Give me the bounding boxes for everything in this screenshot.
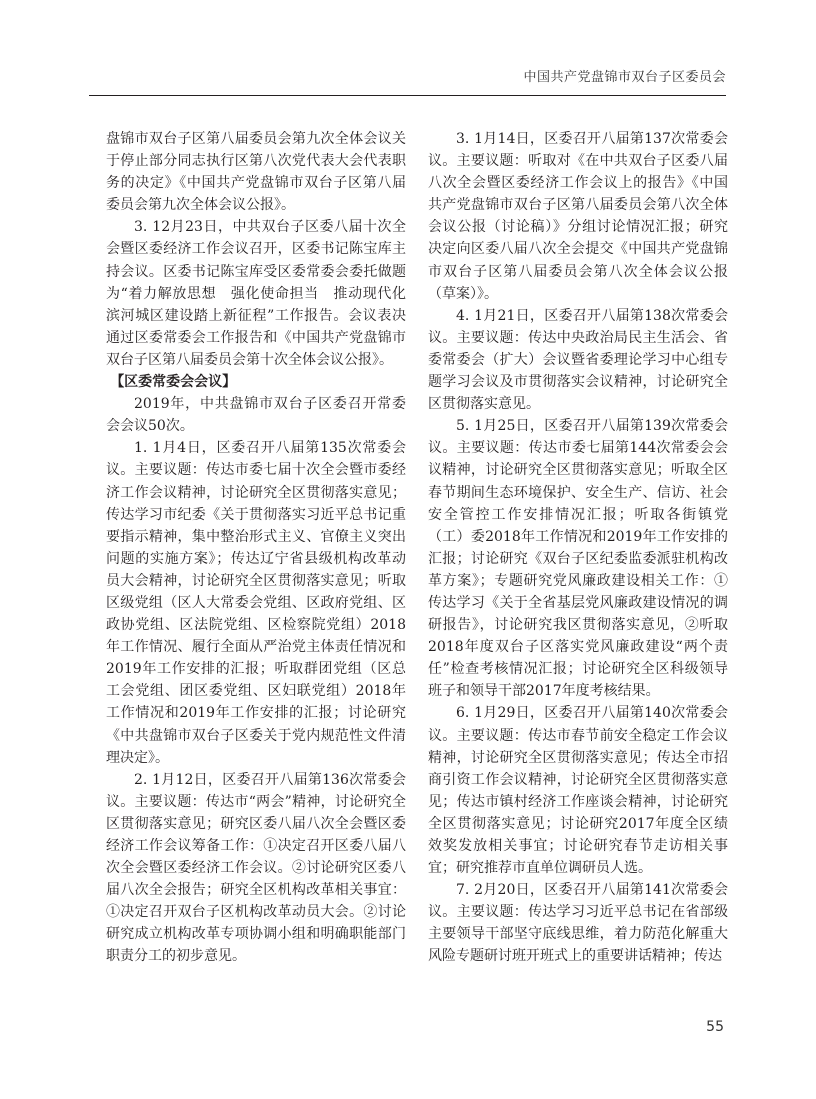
- paragraph: 4. 1月21日，区委召开八届第138次常委会议。主要议题：传达中央政治局民主生活会、省委常委会（扩大）会议暨省委理论学习中心组专题学习会议及市贯彻落实会议精神，讨论研究全区贯彻落实意见。: [428, 307, 728, 413]
- paragraph: 3. 12月23日，中共双台子区委八届十次全会暨区委经济工作会议召开，区委书记陈宝库主持会议。区委书记陈宝库受区委常委会委托做题为“着力解放思想 强化使命担当 推动现代化滨河城区建设踏上新征程”工作报告。会议表决通过区委常委会工作报告和《中国共产党盘锦市双台子区第八届委员会第十次全体会议公报》。: [106, 219, 406, 368]
- paragraph: 2019年，中共盘锦市双台子区委召开常委会会议50次。: [106, 396, 406, 435]
- paragraph: 6. 1月29日，区委召开八届第140次常委会议。主要议题：传达市春节前安全稳定工作会议精神，讨论研究全区贯彻落实意见；传达全市招商引资工作会议精神，讨论研究全区贯彻落实意见；传达市镇村经济工作座谈会精神，讨论研究全区贯彻落实意见；讨论研究2017年度全区绩效奖发放相关事宜；讨论研究春节走访相关事宜；研究推荐市直单位调研员人选。: [428, 705, 728, 877]
- paragraph: 7. 2月20日，区委召开八届第141次常委会议。主要议题：传达学习习近平总书记在省部级主要领导干部坚守底线思维，着力防范化解重大风险专题研讨班开班式上的重要讲话精神；传达: [428, 882, 728, 965]
- paragraph: 盘锦市双台子区第八届委员会第九次全体会议关于停止部分同志执行区第八次党代表大会代表职务的决定》《中国共产党盘锦市双台子区第八届委员会第九次全体会议公报》。: [106, 131, 406, 214]
- paragraph: 3. 1月14日，区委召开八届第137次常委会议。主要议题：听取对《在中共双台子区委八届八次全会暨区委经济工作会议上的报告》《中国共产党盘锦市双台子区第八届委员会第八次全体会议公报（讨论稿）》分组讨论情况汇报；研究决定向区委八届八次全会提交《中国共产党盘锦市双台子区第八届委员会第八次全体会议公报（草案）》。: [428, 131, 728, 302]
- section-heading: 【区委常委会会议】: [110, 374, 237, 391]
- paragraph: 5. 1月25日，区委召开八届第139次常委会议。主要议题：传达市委七届第144次常委会会议精神，讨论研究全区贯彻落实意见；听取全区春节期间生态环境保护、安全生产、信访、社会安全管控工作安排情况汇报；听取各街镇党（工）委2018年工作情况和2019年工作安排的汇报；讨论研究《双台子区纪委监委派驻机构改革方案》；专题研究党风廉政建设相关工作：①传达学习《关于全省基层党风廉政建设情况的调研报告》，讨论研究我区贯彻落实意见，②听取2018年度双台子区落实党风廉政建设“两个责任”检查考核情况汇报；讨论研究全区科级领导班子和领导干部2017年度考核结果。: [428, 418, 728, 700]
- header-rule: [89, 95, 726, 96]
- page-number: 55: [706, 1019, 724, 1035]
- right-column: [428, 128, 728, 968]
- paragraph: 2. 1月12日，区委召开八届第136次常委会议。主要议题：传达市“两会”精神，讨论研究全区贯彻落实意见；研究区委八届八次全会暨区委经济工作会议筹备工作：①决定召开区委八届八次全会暨区委经济工作会议。②讨论研究区委八届八次全会报告；研究全区机构改革相关事宜：①决定召开双台子区机构改革动员大会。②讨论研究成立机构改革专项协调小组和明确职能部门职责分工的初步意见。: [106, 771, 406, 965]
- left-column: [106, 128, 406, 968]
- paragraph: 1. 1月4日，区委召开八届第135次常委会议。主要议题：传达市委七届十次全会暨市委经济工作会议精神，讨论研究全区贯彻落实意见；传达学习市纪委《关于贯彻落实习近平总书记重要指示精神，集中整治形式主义、官僚主义突出问题的实施方案》；传达辽宁省县级机构改革动员大会精神，讨论研究全区贯彻落实意见；听取区级党组（区人大常委会党组、区政府党组、区政协党组、区法院党组、区检察院党组）2018年工作情况、履行全面从严治党主体责任情况和2019年工作安排的汇报；听取群团党组（区总工会党组、团区委党组、区妇联党组）2018年工作情况和2019年工作安排的汇报；讨论研究《中共盘锦市双台子区委关于党内规范性文件清理决定》。: [106, 440, 406, 766]
- running-header: 中国共产党盘锦市双台子区委员会: [523, 70, 726, 85]
